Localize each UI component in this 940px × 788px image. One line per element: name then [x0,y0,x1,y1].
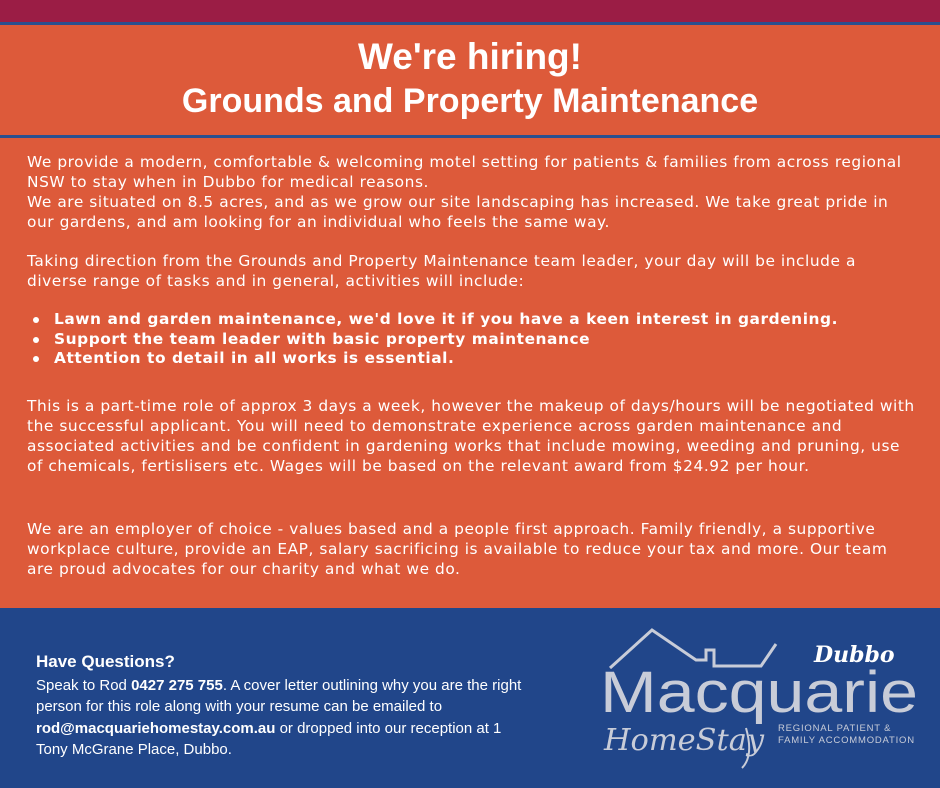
phone-number[interactable]: 0427 275 755 [131,677,223,694]
bullet-icon [33,337,39,343]
bullet-icon [33,356,39,362]
intro-line-a: We provide a modern, comfortable & welcoming motel setting for patients & families from across regional NSW to stay when in Dubbo for medical reasons. [27,153,902,191]
footer [0,608,940,788]
contact-speak-prefix: Speak to Rod [36,677,132,694]
employer-text: We are an employer of choice - values based and a people first approach. Family friendly, a supportive workplace culture, provide an EAP, salary sacrificing is available to reduce your tax and more. Our team are proud advocates for our charity and what we do. [27,520,888,578]
direction-paragraph [27,251,917,291]
logo-location: Dubbo [814,642,895,668]
questions-heading: Have Questions? [36,652,175,671]
email-link[interactable]: rod@macquariehomestay.com.au [36,719,276,737]
logo-tagline-1: REGIONAL PATIENT & [778,723,892,734]
job-title: Grounds and Property Maintenance [181,82,759,120]
intro-paragraph [27,152,917,232]
header [0,25,940,135]
direction-text: Taking direction from the Grounds and Property Maintenance team leader, your day will be include a diverse range of tasks and in general, activities will include: [27,252,856,290]
duty-text: Lawn and garden maintenance, we'd love it if you have a keen interest in gardening. [54,310,838,328]
logo-tagline-2: FAMILY ACCOMMODATION [778,735,915,746]
contact-closing: or dropped into our reception at 1 Tony McGrane Place, Dubbo. [36,719,502,758]
logo-name: Macquarie [600,660,918,725]
headline: We're hiring! [358,36,582,77]
duty-text: Attention to detail in all works is essential. [54,349,455,367]
contact-text [36,675,536,760]
role-paragraph [27,396,917,476]
logo-script: HomeStay [602,723,766,758]
duty-item [27,330,917,350]
duty-item [27,310,917,330]
role-text: This is a part-time role of approx 3 days a week, however the makeup of days/hours will be negotiated with the successful applicant. You will need to demonstrate experience across garden maintenance and associated activities and be confident in gardening works that include mowing, weeding and pruning, use of chemicals, fertislisers etc. Wages will be based on the relevant award from $24.92 per hour. [27,397,915,475]
duty-text: Support the team leader with basic property maintenance [54,329,591,348]
header-divider [0,135,940,138]
top-bar [0,0,940,22]
macquarie-homestay-logo [596,616,926,776]
contact-speak-suffix: . A cover letter outlining why you are the right person for this role along with your resume can be emailed to [36,677,522,716]
duties-list [27,310,917,369]
intro-line-b: We are situated on 8.5 acres, and as we grow our site landscaping has increased. We take great pride in our gardens, and am looking for an individual who feels the same way. [27,193,889,231]
employer-paragraph [27,519,917,579]
duty-item [27,349,917,369]
bullet-icon [33,317,39,323]
